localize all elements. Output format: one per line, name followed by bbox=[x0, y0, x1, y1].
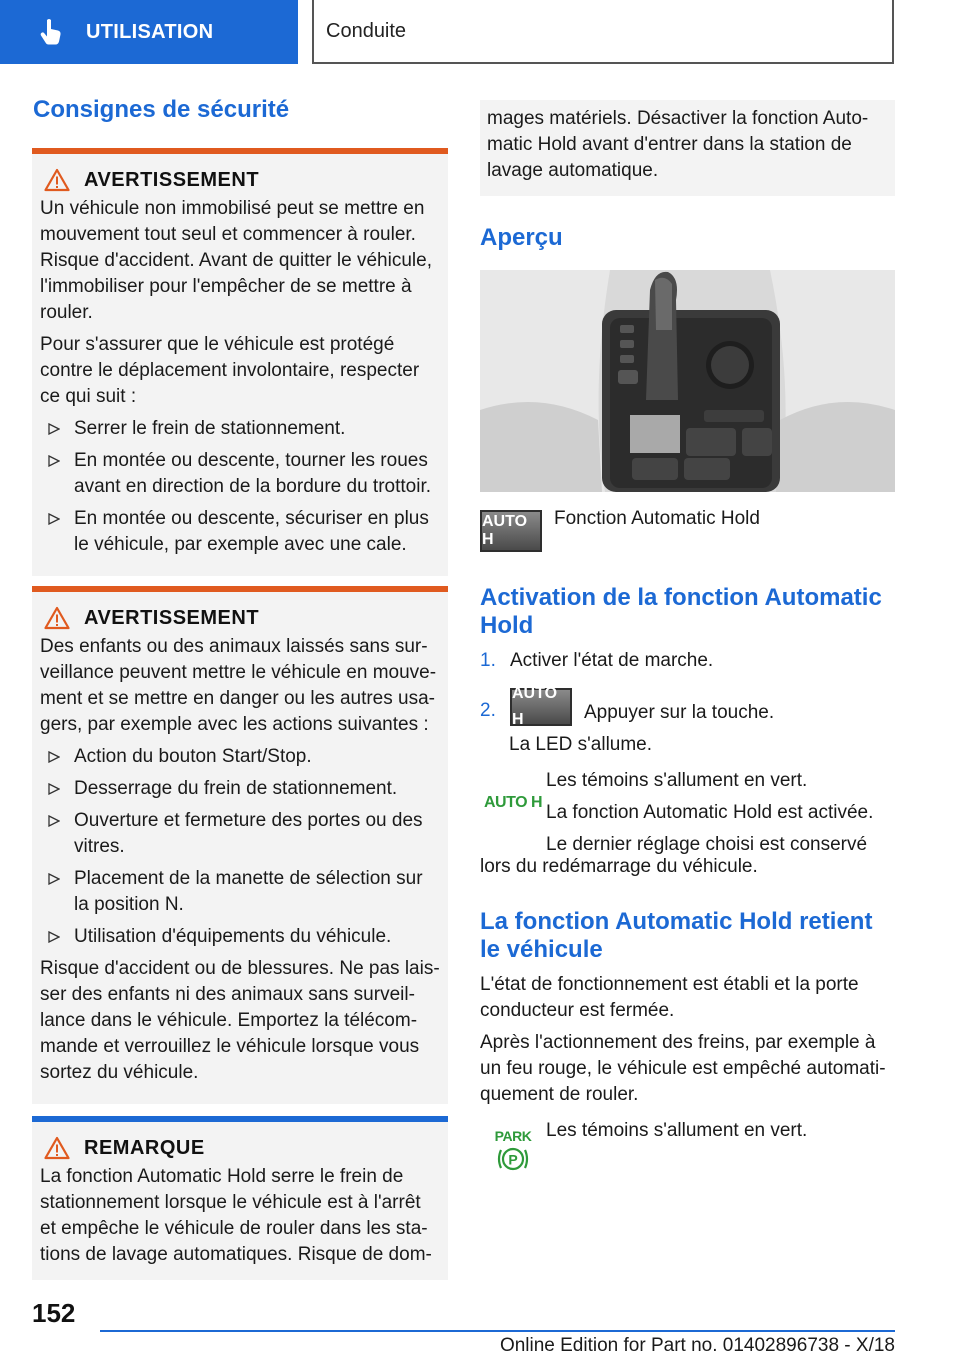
section-title-overview: Aperçu bbox=[480, 224, 563, 251]
center-console-photo bbox=[480, 270, 895, 492]
edition-text: Online Edition for Part no. 01402896738 - X/18 bbox=[499, 1335, 895, 1356]
list-item-text: Ouverture et fermeture des portes ou des vitres. bbox=[74, 810, 423, 857]
warning-box-1 bbox=[32, 148, 448, 576]
warning-title: AVERTISSEMENT bbox=[84, 168, 260, 191]
triangle-bullet-icon bbox=[48, 815, 60, 827]
chapter-header bbox=[312, 0, 894, 64]
indicator-text bbox=[546, 768, 873, 858]
triangle-bullet-icon bbox=[48, 455, 60, 467]
warning-text: Risque d'accident ou de blessures. Ne pas lais-ser des enfants ni des animaux sans surveil-lance dans le véhicule. Emportez la télécom-mande et verrouillez le véhicule lorsque vous sortez du véhicule. bbox=[40, 958, 440, 1083]
retain-text: Après l'actionnement des freins, par exemple à un feu rouge, le véhicule est empêché automati-quement de rouler. bbox=[480, 1032, 886, 1105]
list-item-text: En montée ou descente, tourner les roues avant en direction de la bordure du trottoir. bbox=[74, 450, 432, 497]
precaution-list bbox=[40, 416, 440, 558]
note-text: mages matériels. Désactiver la fonction Auto-matic Hold avant d'entrer dans la station de lavage automatique. bbox=[487, 108, 869, 181]
list-item-text: Placement de la manette de sélection sur la position N. bbox=[74, 868, 423, 915]
indicator-text bbox=[546, 1122, 807, 1174]
step-text: Appuyer sur la touche. bbox=[584, 702, 775, 723]
list-item bbox=[40, 866, 440, 918]
triangle-bullet-icon bbox=[48, 783, 60, 795]
indicator-line: Les témoins s'allument en vert. bbox=[546, 1120, 808, 1141]
list-item bbox=[40, 744, 440, 770]
led-text: La LED s'allume. bbox=[509, 734, 653, 755]
warning-header bbox=[40, 606, 440, 630]
action-list bbox=[40, 744, 440, 950]
step-text: Activer l'état de marche. bbox=[510, 650, 714, 671]
list-item-text: Utilisation d'équipements du véhicule. bbox=[74, 926, 392, 947]
footer-edition bbox=[100, 1335, 895, 1357]
step-item bbox=[480, 685, 895, 728]
note-box bbox=[32, 1116, 448, 1280]
step-number: 1. bbox=[480, 650, 496, 671]
triangle-bullet-icon bbox=[48, 931, 60, 943]
section-title-activation: Activation de la fonction Automatic Hold bbox=[480, 584, 882, 639]
warning-header bbox=[40, 168, 440, 192]
step-item bbox=[480, 648, 895, 674]
page-number: 152 bbox=[32, 1298, 76, 1328]
warning-triangle-icon bbox=[44, 606, 70, 630]
warning-box-2 bbox=[32, 586, 448, 1104]
indicator-park bbox=[480, 1122, 895, 1174]
warning-triangle-icon bbox=[44, 1136, 70, 1160]
step-number: 2. bbox=[480, 700, 496, 721]
park-symbol: P bbox=[508, 1151, 518, 1168]
section-tab bbox=[0, 0, 298, 64]
indicator-line: Les témoins s'allument en vert. bbox=[546, 770, 808, 791]
list-item-text: Desserrage du frein de stationnement. bbox=[74, 778, 398, 799]
list-item-text: En montée ou descente, sécuriser en plus le véhicule, par exemple avec une cale. bbox=[74, 508, 429, 555]
warning-text: Un véhicule non immobilisé peut se mettre en mouvement tout seul et commencer à rouler. Risque d'accident. Avant de quitter le véhicule, l'immobiliser pour l'empêcher de se mettre à rouler. bbox=[40, 198, 432, 323]
triangle-bullet-icon bbox=[48, 873, 60, 885]
list-item bbox=[40, 506, 440, 558]
warning-title: AVERTISSEMENT bbox=[84, 606, 260, 629]
warning-text: Pour s'assurer que le véhicule est protégé contre le déplacement involontaire, respecter ce qui suit : bbox=[40, 334, 420, 407]
park-label: PARK bbox=[494, 1128, 532, 1144]
list-item-text: Action du bouton Start/Stop. bbox=[74, 746, 312, 767]
auto-h-button-icon: AUTO H bbox=[480, 510, 542, 552]
park-brake-icon bbox=[496, 1144, 530, 1174]
indicator-line: La fonction Automatic Hold est activée. bbox=[546, 802, 874, 823]
list-item bbox=[40, 416, 440, 442]
triangle-bullet-icon bbox=[48, 751, 60, 763]
indicator-auto-h bbox=[480, 768, 895, 858]
section-title-safety: Consignes de sécurité bbox=[33, 96, 290, 123]
list-item-text: Serrer le frein de stationnement. bbox=[74, 418, 346, 439]
list-item bbox=[40, 924, 440, 950]
activation-steps bbox=[480, 648, 895, 726]
indicator-icon-wrap bbox=[480, 1122, 546, 1174]
warning-text: Des enfants ou des animaux laissés sans sur-veillance peuvent mettre le véhicule en mouve-ment et se mettre en danger ou les autres usa-gers, par exemple avec les actions suivantes : bbox=[40, 636, 437, 735]
indicator-tail: lors du redémarrage du véhicule. bbox=[480, 856, 758, 877]
list-item bbox=[40, 776, 440, 802]
right-column bbox=[480, 100, 895, 1174]
note-header bbox=[40, 1136, 440, 1160]
auto-h-indicator-icon: AUTO H bbox=[483, 794, 543, 811]
note-text: La fonction Automatic Hold serre le frein de stationnement lorsque le véhicule est à l'arrêt et empêche le véhicule de rouler dans les sta-tions de lavage automatiques. Risque de dom- bbox=[40, 1166, 432, 1265]
left-column bbox=[32, 96, 448, 1280]
chapter-title: Conduite bbox=[326, 19, 407, 42]
retain-text: L'état de fonctionnement est établi et la porte conducteur est fermée. bbox=[480, 974, 859, 1021]
hand-pointer-icon bbox=[36, 17, 66, 47]
note-title: REMARQUE bbox=[84, 1136, 205, 1159]
section-tab-label: UTILISATION bbox=[86, 20, 214, 43]
section-title-retain: La fonction Automatic Hold retient le véhicule bbox=[480, 908, 873, 963]
button-legend bbox=[480, 510, 895, 552]
triangle-bullet-icon bbox=[48, 513, 60, 525]
list-item bbox=[40, 448, 440, 500]
triangle-bullet-icon bbox=[48, 423, 60, 435]
button-caption: Fonction Automatic Hold bbox=[554, 508, 760, 529]
note-continuation bbox=[480, 100, 895, 196]
auto-h-button-icon: AUTO H bbox=[510, 688, 572, 726]
footer-divider bbox=[100, 1330, 895, 1332]
indicator-icon-wrap bbox=[480, 768, 546, 858]
warning-triangle-icon bbox=[44, 168, 70, 192]
indicator-line: Le dernier réglage choisi est conservé bbox=[546, 834, 868, 855]
list-item bbox=[40, 808, 440, 860]
